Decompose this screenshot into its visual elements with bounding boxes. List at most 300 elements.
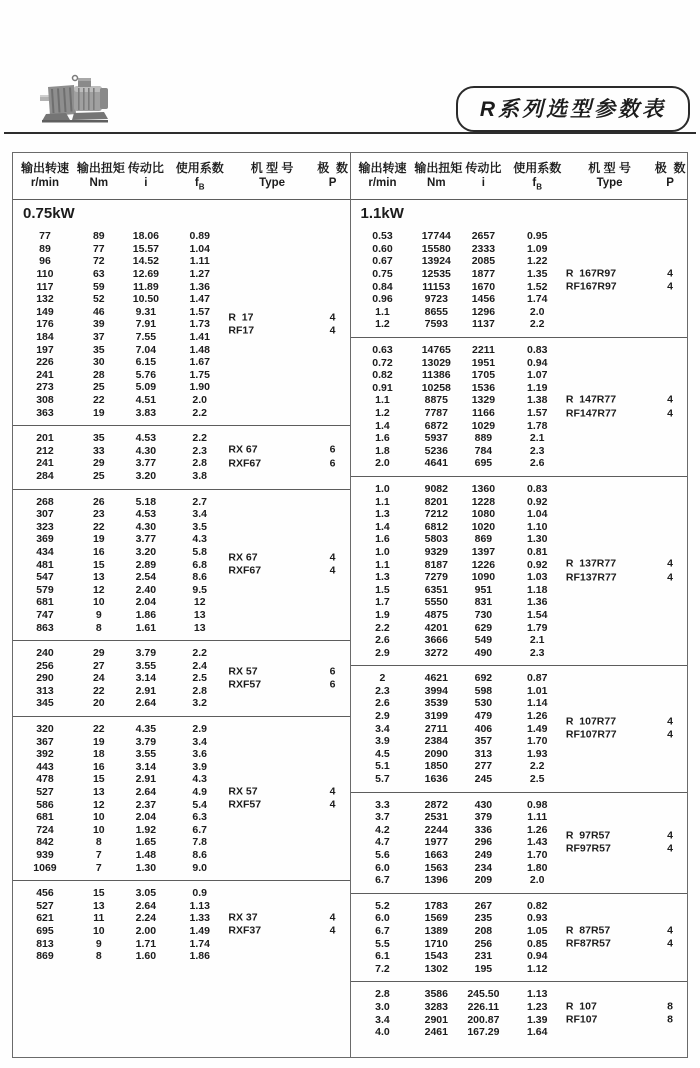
torque-value: 8 — [95, 950, 102, 963]
ratio-value: 277 — [474, 760, 493, 773]
speed-value: 1.2 — [375, 318, 390, 331]
type-line — [566, 924, 687, 938]
poles-value: 4 — [329, 785, 336, 798]
speed-value: 527 — [36, 786, 54, 799]
ratio-value: 831 — [474, 596, 493, 609]
torque-value: 3272 — [424, 646, 448, 659]
poles-value: 4 — [667, 728, 673, 741]
service-factor-value: 1.93 — [527, 747, 548, 760]
table-row — [351, 950, 688, 963]
torque-value: 4875 — [424, 608, 448, 621]
speed-value: 456 — [36, 887, 54, 900]
section-content — [13, 647, 350, 710]
page-title-text: R系列选型参数表 — [479, 98, 666, 121]
torque-value: 52 — [92, 293, 105, 306]
speed-value: 176 — [36, 318, 54, 331]
service-factor-value: 3.5 — [192, 520, 208, 533]
type-poles-block — [228, 665, 349, 692]
service-factor-value: 2.0 — [529, 874, 545, 887]
service-factor-value: 2.3 — [529, 646, 545, 659]
ratio-value: 598 — [474, 684, 493, 697]
type-poles-block — [566, 558, 687, 585]
service-factor-value: 2.2 — [192, 432, 208, 445]
speed-value: 0.63 — [372, 344, 393, 357]
speed-value: 0.91 — [372, 381, 393, 394]
speed-value: 1.0 — [375, 545, 390, 558]
poles-value: 4 — [667, 407, 673, 420]
speed-value: 273 — [36, 381, 54, 394]
torque-value: 15 — [92, 773, 105, 786]
service-factor-value: 0.87 — [527, 672, 548, 685]
table-row — [351, 445, 688, 458]
poles-value: 4 — [329, 564, 336, 577]
service-factor-value: 1.07 — [527, 369, 548, 382]
table-row — [351, 799, 688, 812]
table-row — [13, 697, 350, 710]
table-row — [13, 761, 350, 774]
service-factor-value: 1.80 — [527, 861, 548, 874]
ratio-value: 3.14 — [135, 760, 157, 773]
speed-value: 6.0 — [375, 912, 390, 925]
ratio-value: 357 — [474, 735, 493, 748]
ratio-value: 2657 — [471, 230, 496, 243]
table-row — [13, 470, 350, 483]
speed-value: 2.6 — [375, 634, 390, 647]
ratio-value: 2333 — [471, 242, 496, 255]
speed-value: 96 — [39, 255, 51, 268]
torque-value: 1543 — [424, 950, 448, 963]
speed-value: 0.96 — [372, 293, 393, 306]
ratio-value: 296 — [474, 836, 493, 849]
speed-value: 6.7 — [375, 874, 390, 887]
table-row — [351, 647, 688, 660]
torque-value: 35 — [92, 432, 105, 445]
header-speed-unit: r/min — [368, 177, 397, 189]
model-type-label: RF17 — [228, 324, 255, 337]
speed-value: 3.9 — [375, 735, 390, 748]
service-factor-value: 0.85 — [527, 937, 548, 950]
table-row — [13, 849, 350, 862]
header-rule — [4, 132, 696, 134]
model-type-label: RF107R77 — [565, 728, 617, 741]
model-type-label: R 97R57 — [565, 829, 611, 842]
ratio-value: 4.51 — [135, 394, 157, 407]
model-type-label: RXF67 — [228, 564, 262, 577]
table-row — [351, 811, 688, 824]
torque-value: 19 — [92, 406, 105, 419]
torque-value: 10 — [92, 811, 105, 824]
service-factor-value: 1.23 — [527, 1000, 548, 1013]
torque-value: 1636 — [424, 773, 448, 786]
poles-value: 4 — [329, 911, 336, 924]
torque-value: 2090 — [424, 747, 448, 760]
torque-value: 13 — [92, 899, 105, 912]
section-content — [351, 900, 688, 976]
torque-value: 7787 — [424, 407, 448, 420]
service-factor-value: 2.1 — [529, 634, 545, 647]
torque-value: 4621 — [424, 672, 448, 685]
header-poles — [653, 160, 687, 194]
table-row — [13, 736, 350, 749]
torque-value: 28 — [92, 368, 105, 381]
speed-value: 695 — [36, 924, 54, 937]
service-factor-value: 1.13 — [189, 899, 210, 912]
speed-value: 3.0 — [375, 1000, 390, 1013]
model-type-label: RF107 — [565, 1013, 598, 1026]
torque-value: 3994 — [424, 684, 448, 697]
speed-value: 1.3 — [375, 571, 390, 584]
torque-value: 17744 — [421, 230, 451, 243]
table-row — [351, 760, 688, 773]
table-row — [351, 243, 688, 256]
ratio-value: 5.76 — [135, 368, 157, 381]
service-factor-value: 2.2 — [192, 406, 208, 419]
torque-value: 63 — [92, 268, 105, 281]
service-factor-value: 4.3 — [192, 533, 208, 546]
ratio-value: 1536 — [471, 381, 496, 394]
type-line — [228, 925, 349, 939]
type-line — [566, 281, 687, 295]
ratio-value: 3.55 — [135, 659, 157, 672]
service-factor-value: 9.5 — [192, 583, 208, 596]
header-ratio-unit: i — [144, 177, 148, 189]
speed-value: 1.1 — [375, 495, 390, 508]
table-row — [13, 950, 350, 963]
speed-value: 0.75 — [372, 268, 393, 281]
ratio-value: 2.37 — [135, 798, 157, 811]
type-line — [566, 729, 687, 743]
torque-value: 35 — [92, 343, 105, 356]
type-line — [228, 457, 349, 471]
type-line — [566, 1014, 687, 1028]
torque-value: 3283 — [424, 1000, 448, 1013]
service-factor-value: 1.26 — [527, 710, 548, 723]
speed-value: 149 — [36, 305, 54, 318]
torque-value: 13 — [92, 786, 105, 799]
ratio-value: 3.77 — [135, 457, 157, 470]
table-row — [13, 748, 350, 761]
speed-value: 434 — [36, 545, 54, 558]
torque-value: 5550 — [424, 596, 448, 609]
speed-value: 1.8 — [375, 444, 390, 457]
service-factor-value: 1.79 — [527, 621, 548, 634]
service-factor-value: 13 — [193, 621, 206, 634]
torque-value: 7 — [95, 861, 102, 874]
torque-value: 12 — [92, 583, 105, 596]
speed-value: 2.8 — [375, 988, 390, 1001]
ratio-value: 2.00 — [135, 924, 157, 937]
speed-value: 1.6 — [375, 432, 390, 445]
ratio-value: 1670 — [471, 280, 496, 293]
ratio-value: 692 — [474, 672, 493, 685]
model-type-label: RF167R97 — [565, 280, 617, 293]
header-service-factor-zh: 使用系数 — [513, 161, 562, 175]
speed-value: 1.0 — [375, 482, 390, 495]
speed-value: 813 — [36, 937, 54, 950]
speed-value: 0.60 — [372, 242, 393, 255]
speed-value: 197 — [36, 343, 54, 356]
service-factor-value: 0.94 — [527, 950, 548, 963]
parameter-section — [351, 224, 688, 338]
torque-value: 30 — [92, 356, 105, 369]
service-factor-value: 1.33 — [189, 912, 210, 925]
poles-value: 4 — [667, 267, 673, 280]
torque-value: 7212 — [424, 508, 448, 521]
speed-value: 5.5 — [375, 937, 390, 950]
model-type-label: RX 67 — [228, 443, 258, 456]
service-factor-value: 2.4 — [192, 659, 208, 672]
table-row — [13, 811, 350, 824]
service-factor-value: 1.36 — [527, 596, 548, 609]
speed-value: 547 — [36, 571, 54, 584]
model-type-label: R 87R57 — [565, 924, 611, 937]
service-factor-value: 1.67 — [189, 356, 210, 369]
service-factor-value: 1.01 — [527, 684, 548, 697]
torque-value: 1850 — [424, 760, 448, 773]
ratio-value: 5.18 — [135, 495, 157, 508]
header-service-factor — [171, 160, 228, 194]
ratio-value: 2.54 — [135, 571, 157, 584]
ratio-value: 1080 — [471, 508, 496, 521]
ratio-value: 10.50 — [132, 293, 160, 306]
torque-value: 1569 — [424, 912, 448, 925]
header-type-unit: Type — [259, 177, 286, 189]
table-row — [13, 824, 350, 837]
ratio-value: 3.77 — [135, 533, 157, 546]
torque-value: 7 — [95, 849, 102, 862]
torque-value: 8 — [95, 836, 102, 849]
torque-value: 23 — [92, 508, 105, 521]
ratio-value: 951 — [474, 583, 493, 596]
ratio-value: 235 — [474, 912, 493, 925]
poles-value: 6 — [329, 457, 336, 470]
service-factor-value: 2.5 — [192, 672, 208, 685]
header-type-zh: 机 型 号 — [588, 161, 631, 175]
model-type-label: R 107 — [565, 1000, 597, 1013]
model-type-label: RX 57 — [228, 785, 258, 798]
header-ratio — [121, 160, 171, 194]
service-factor-value: 0.82 — [527, 899, 548, 912]
table-row — [13, 496, 350, 509]
service-factor-value: 1.43 — [527, 836, 548, 849]
ratio-value: 1137 — [472, 318, 495, 331]
speed-value: 117 — [36, 280, 54, 293]
ratio-value: 208 — [474, 924, 493, 937]
header-poles-zh: 极 数 — [654, 161, 686, 175]
torque-value: 15 — [92, 558, 105, 571]
torque-value: 15 — [92, 887, 105, 900]
table-row — [13, 381, 350, 394]
service-factor-value: 1.54 — [527, 608, 548, 621]
speed-value: 5.2 — [375, 899, 390, 912]
ratio-value: 430 — [474, 798, 493, 811]
table-row — [351, 862, 688, 875]
torque-value: 9329 — [424, 545, 448, 558]
ratio-value: 549 — [474, 634, 493, 647]
torque-value: 46 — [92, 305, 105, 318]
poles-value: 4 — [667, 557, 673, 570]
poles-value: 8 — [667, 1000, 673, 1013]
torque-value: 26 — [92, 495, 105, 508]
torque-value: 14765 — [421, 344, 451, 357]
speed-value: 1.7 — [375, 596, 390, 609]
service-factor-value: 1.22 — [527, 255, 548, 268]
model-type-label: RF87R57 — [565, 937, 611, 950]
torque-value: 12 — [92, 798, 105, 811]
torque-value: 1710 — [424, 937, 448, 950]
torque-value: 37 — [92, 331, 105, 344]
table-row — [351, 318, 688, 331]
ratio-value: 1456 — [471, 293, 496, 306]
ratio-value: 1877 — [471, 268, 496, 281]
torque-value: 2531 — [424, 811, 448, 824]
table-row — [13, 533, 350, 546]
model-type-label: RXF57 — [228, 798, 262, 811]
poles-value: 4 — [329, 551, 336, 564]
speed-value: 284 — [36, 469, 54, 482]
ratio-value: 889 — [474, 432, 493, 445]
speed-value: 3.3 — [375, 798, 390, 811]
torque-value: 9 — [95, 608, 102, 621]
torque-value: 2384 — [424, 735, 448, 748]
torque-value: 1396 — [424, 874, 448, 887]
page-title — [456, 86, 690, 132]
torque-value: 11386 — [421, 369, 451, 382]
ratio-value: 869 — [474, 533, 493, 546]
type-poles-block — [566, 924, 687, 951]
torque-value: 20 — [92, 697, 105, 710]
speed-value: 1.4 — [375, 520, 390, 533]
table-row — [13, 281, 350, 294]
type-line — [566, 558, 687, 572]
torque-value: 19 — [92, 533, 105, 546]
service-factor-value: 2.0 — [192, 394, 208, 407]
service-factor-value: 0.94 — [527, 356, 548, 369]
table-row — [13, 394, 350, 407]
torque-value: 8201 — [424, 495, 448, 508]
type-line — [228, 679, 349, 693]
torque-value: 2711 — [424, 722, 448, 735]
type-line — [228, 565, 349, 579]
ratio-value: 209 — [474, 874, 493, 887]
ratio-value: 200.87 — [467, 1013, 500, 1026]
torque-value: 22 — [92, 520, 105, 533]
torque-value: 10258 — [421, 381, 451, 394]
type-line — [228, 311, 349, 325]
service-factor-value: 1.11 — [189, 255, 210, 268]
ratio-value: 4.53 — [135, 508, 157, 521]
type-line — [228, 444, 349, 458]
torque-value: 7279 — [424, 571, 448, 584]
speed-value: 681 — [36, 596, 54, 609]
service-factor-value: 1.78 — [527, 419, 548, 432]
type-line — [228, 551, 349, 565]
ratio-value: 2.64 — [135, 899, 157, 912]
speed-value: 2.6 — [375, 697, 390, 710]
service-factor-value: 2.3 — [192, 444, 208, 457]
service-factor-value: 2.1 — [529, 432, 545, 445]
speed-value: 4.5 — [375, 747, 390, 760]
section-content — [351, 988, 688, 1038]
type-poles-block — [566, 267, 687, 294]
service-factor-value: 4.3 — [192, 773, 208, 786]
ratio-value: 1951 — [471, 356, 496, 369]
type-line — [566, 829, 687, 843]
speed-value: 290 — [36, 672, 54, 685]
torque-value: 1302 — [424, 962, 448, 975]
ratio-value: 1705 — [471, 369, 496, 382]
torque-value: 1783 — [424, 899, 448, 912]
speed-value: 110 — [36, 268, 54, 281]
speed-value: 4.2 — [375, 823, 390, 836]
torque-value: 12535 — [421, 268, 451, 281]
torque-value: 25 — [92, 381, 105, 394]
type-poles-block — [228, 444, 349, 471]
ratio-value: 7.04 — [135, 343, 157, 356]
ratio-value: 4.35 — [135, 723, 157, 736]
speed-value: 308 — [36, 394, 54, 407]
parameter-section — [351, 894, 688, 983]
torque-value: 24 — [92, 672, 105, 685]
ratio-value: 1.61 — [135, 621, 157, 634]
speed-value: 5.6 — [375, 849, 390, 862]
section-content — [13, 496, 350, 635]
model-type-label: RF137R77 — [565, 571, 617, 584]
header-poles-zh: 极 数 — [317, 161, 348, 175]
service-factor-value: 0.92 — [527, 495, 548, 508]
model-type-label: RX 37 — [228, 911, 258, 924]
service-factor-value: 13 — [193, 608, 206, 621]
table-row — [351, 622, 688, 635]
service-factor-value: 0.93 — [527, 912, 548, 925]
ratio-value: 695 — [474, 457, 493, 470]
table-row — [13, 622, 350, 635]
section-content — [351, 483, 688, 659]
model-type-label: R 167R97 — [565, 267, 617, 280]
ratio-value: 234 — [474, 861, 493, 874]
service-factor-value: 1.13 — [527, 988, 548, 1001]
table-row — [13, 862, 350, 875]
header-service-factor-unit: $f_B$ — [532, 177, 543, 192]
table-row — [351, 672, 688, 685]
speed-value: 201 — [36, 432, 54, 445]
speed-value: 1.6 — [375, 533, 390, 546]
type-poles-block — [566, 1000, 687, 1027]
ratio-value: 3.55 — [135, 748, 157, 761]
torque-value: 39 — [92, 318, 105, 331]
service-factor-value: 1.04 — [527, 508, 548, 521]
ratio-value: 245 — [474, 773, 493, 786]
type-line — [228, 911, 349, 925]
torque-value: 19 — [92, 735, 105, 748]
torque-value: 16 — [92, 760, 105, 773]
speed-value: 579 — [36, 583, 54, 596]
torque-value: 3586 — [424, 988, 448, 1001]
service-factor-value: 1.18 — [527, 583, 548, 596]
torque-value: 77 — [92, 242, 105, 255]
ratio-value: 2.04 — [135, 596, 157, 609]
page-header — [0, 68, 700, 132]
service-factor-value: 1.47 — [189, 293, 210, 306]
speed-value: 241 — [36, 457, 54, 470]
table-row — [351, 584, 688, 597]
ratio-value: 14.52 — [132, 255, 160, 268]
header-speed-zh: 输出转速 — [20, 161, 69, 175]
speed-value: 7.2 — [375, 962, 390, 975]
ratio-value: 406 — [474, 722, 493, 735]
torque-value: 8 — [95, 621, 102, 634]
torque-value: 2244 — [424, 823, 448, 836]
